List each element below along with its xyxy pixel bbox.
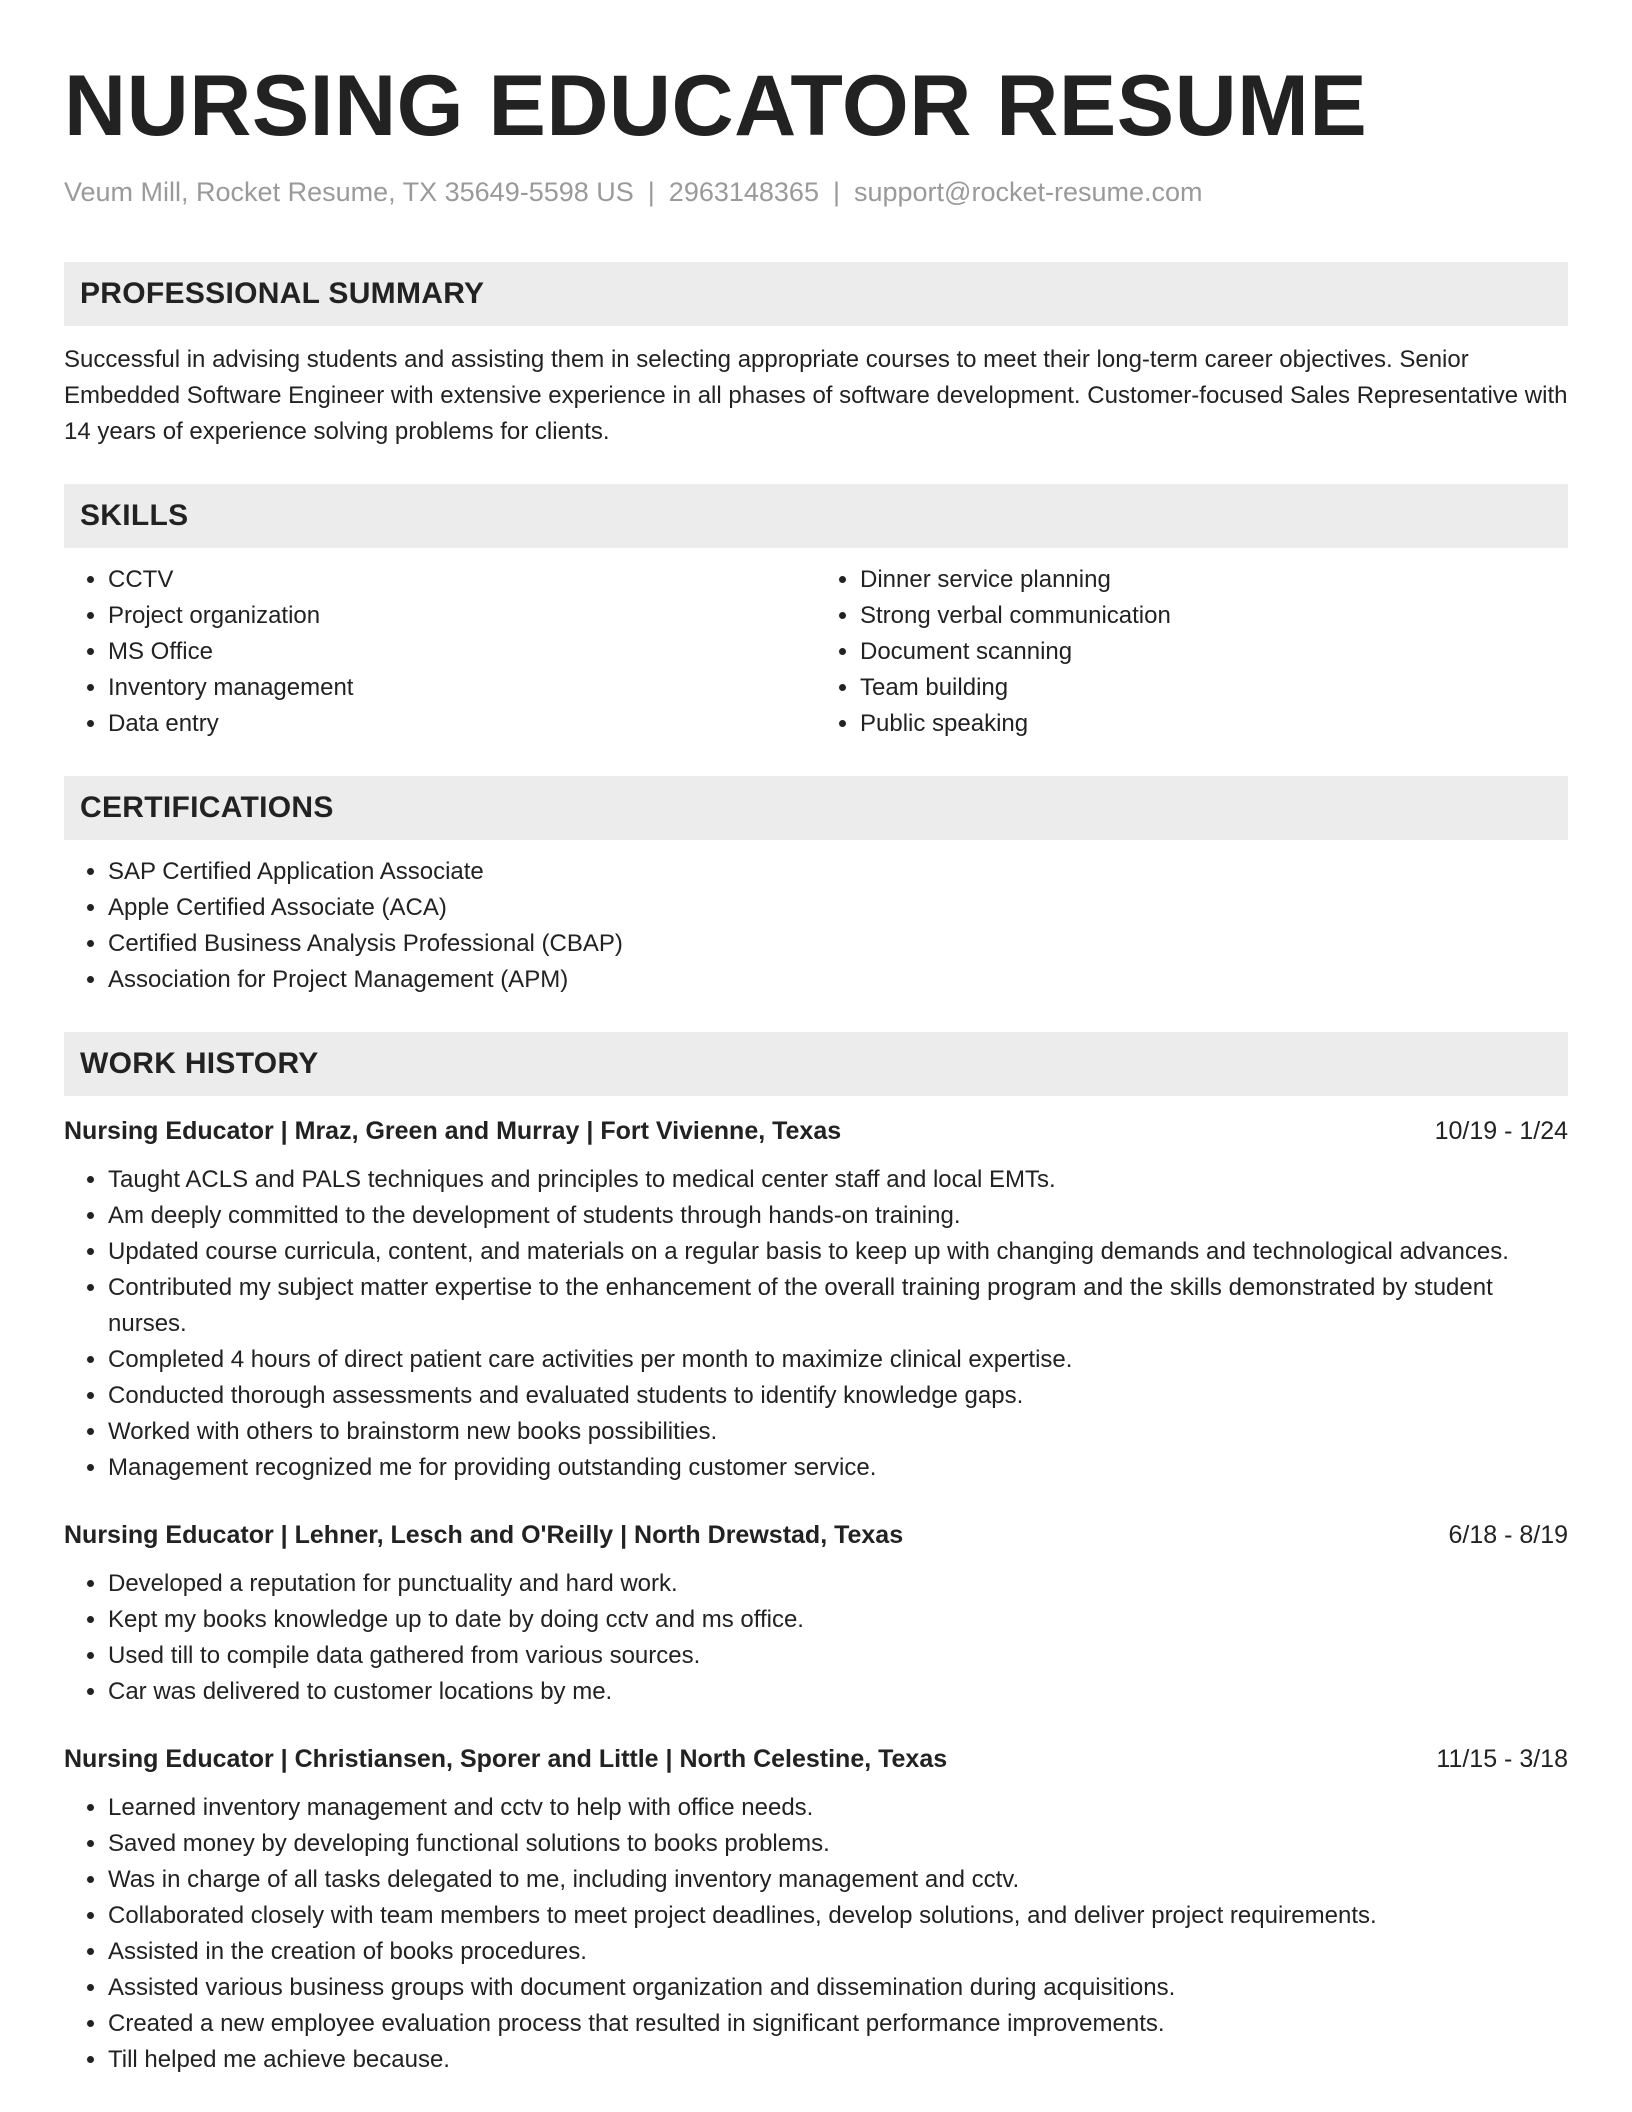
skills-list — [64, 562, 1568, 742]
job-bullet: • Am deeply committed to the development of students through hands-on training. — [108, 1198, 1568, 1234]
job-title: Nursing Educator | Lehner, Lesch and O'Reilly | North Drewstad, Texas — [64, 1521, 904, 1549]
skill-item: • MS Office — [108, 634, 816, 670]
job-dates: 10/19 - 1/24 — [1434, 1117, 1568, 1145]
certification-item: • Association for Project Management (APM) — [108, 962, 1568, 998]
skill-item: • Dinner service planning — [860, 562, 1568, 598]
job-bullet: • Saved money by developing functional solutions to books problems. — [108, 1826, 1568, 1862]
contact-phone: 2963148365 — [668, 177, 819, 207]
skill-item: • Public speaking — [860, 706, 1568, 742]
skill-item: • Project organization — [108, 598, 816, 634]
skill-item: • CCTV — [108, 562, 816, 598]
job-header — [64, 1114, 1568, 1148]
certifications-list — [64, 854, 1568, 998]
skill-item: • Data entry — [108, 706, 816, 742]
job-bullets — [64, 1566, 1568, 1710]
job-entry — [64, 1742, 1568, 2078]
section-heading-certifications: CERTIFICATIONS — [64, 776, 1568, 840]
job-bullet: • Kept my books knowledge up to date by doing cctv and ms office. — [108, 1602, 1568, 1638]
skills-column-left — [64, 562, 816, 742]
job-bullet: • Management recognized me for providing outstanding customer service. — [108, 1450, 1568, 1486]
job-bullet: • Car was delivered to customer locations by me. — [108, 1674, 1568, 1710]
job-bullets — [64, 1790, 1568, 2078]
job-entry — [64, 1518, 1568, 1710]
job-bullet: • Completed 4 hours of direct patient care activities per month to maximize clinical expertise. — [108, 1342, 1568, 1378]
job-bullet: • Contributed my subject matter expertise to the enhancement of the overall training program and the skills demonstrated by student nurses. — [108, 1270, 1568, 1342]
job-bullet: • Taught ACLS and PALS techniques and principles to medical center staff and local EMTs. — [108, 1162, 1568, 1198]
skill-item: • Team building — [860, 670, 1568, 706]
contact-address: Veum Mill, Rocket Resume, TX 35649-5598 US — [64, 177, 634, 207]
contact-separator: | — [647, 177, 655, 207]
job-bullet: • Developed a reputation for punctuality and hard work. — [108, 1566, 1568, 1602]
skill-item: • Document scanning — [860, 634, 1568, 670]
job-bullet: • Worked with others to brainstorm new books possibilities. — [108, 1414, 1568, 1450]
job-bullet: • Till helped me achieve because. — [108, 2042, 1568, 2078]
job-bullet: • Used till to compile data gathered from various sources. — [108, 1638, 1568, 1674]
job-header — [64, 1518, 1568, 1552]
skill-item: • Strong verbal communication — [860, 598, 1568, 634]
certification-item: • Certified Business Analysis Professional (CBAP) — [108, 926, 1568, 962]
job-bullet: • Was in charge of all tasks delegated to me, including inventory management and cctv. — [108, 1862, 1568, 1898]
job-bullet: • Learned inventory management and cctv to help with office needs. — [108, 1790, 1568, 1826]
job-entry — [64, 1114, 1568, 1486]
job-bullet: • Conducted thorough assessments and evaluated students to identify knowledge gaps. — [108, 1378, 1568, 1414]
job-dates: 6/18 - 8/19 — [1448, 1521, 1568, 1549]
resume-title: NURSING EDUCATOR RESUME — [64, 58, 1368, 154]
job-title: Nursing Educator | Mraz, Green and Murray | Fort Vivienne, Texas — [64, 1117, 842, 1145]
skills-column-right — [816, 562, 1568, 742]
summary-text: Successful in advising students and assisting them in selecting appropriate courses to meet their long-term career objectives. Senior Embedded Software Engineer with extensive experience in all phases of software development. Customer-focused Sales Representative with 14 years of experience solving problems for clients. — [64, 346, 1568, 445]
job-bullet: • Assisted various business groups with document organization and dissemination during acquisitions. — [108, 1970, 1568, 2006]
job-header — [64, 1742, 1568, 1776]
job-bullets — [64, 1162, 1568, 1486]
job-bullet: • Collaborated closely with team members to meet project deadlines, develop solutions, and deliver project requirements. — [108, 1898, 1568, 1934]
contact-separator: | — [832, 177, 840, 207]
job-bullet: • Created a new employee evaluation process that resulted in significant performance improvements. — [108, 2006, 1568, 2042]
section-heading-work-history: WORK HISTORY — [64, 1032, 1568, 1096]
job-dates: 11/15 - 3/18 — [1436, 1745, 1568, 1773]
contact-line — [64, 174, 1568, 210]
job-bullet: • Assisted in the creation of books procedures. — [108, 1934, 1568, 1970]
contact-email: support@rocket-resume.com — [853, 177, 1203, 207]
job-bullet: • Updated course curricula, content, and materials on a regular basis to keep up with changing demands and technological advances. — [108, 1234, 1568, 1270]
certification-item: • Apple Certified Associate (ACA) — [108, 890, 1568, 926]
section-heading-skills: SKILLS — [64, 484, 1568, 548]
certification-item: • SAP Certified Application Associate — [108, 854, 1568, 890]
job-title: Nursing Educator | Christiansen, Sporer and Little | North Celestine, Texas — [64, 1745, 948, 1773]
section-heading-summary: PROFESSIONAL SUMMARY — [64, 262, 1568, 326]
skill-item: • Inventory management — [108, 670, 816, 706]
